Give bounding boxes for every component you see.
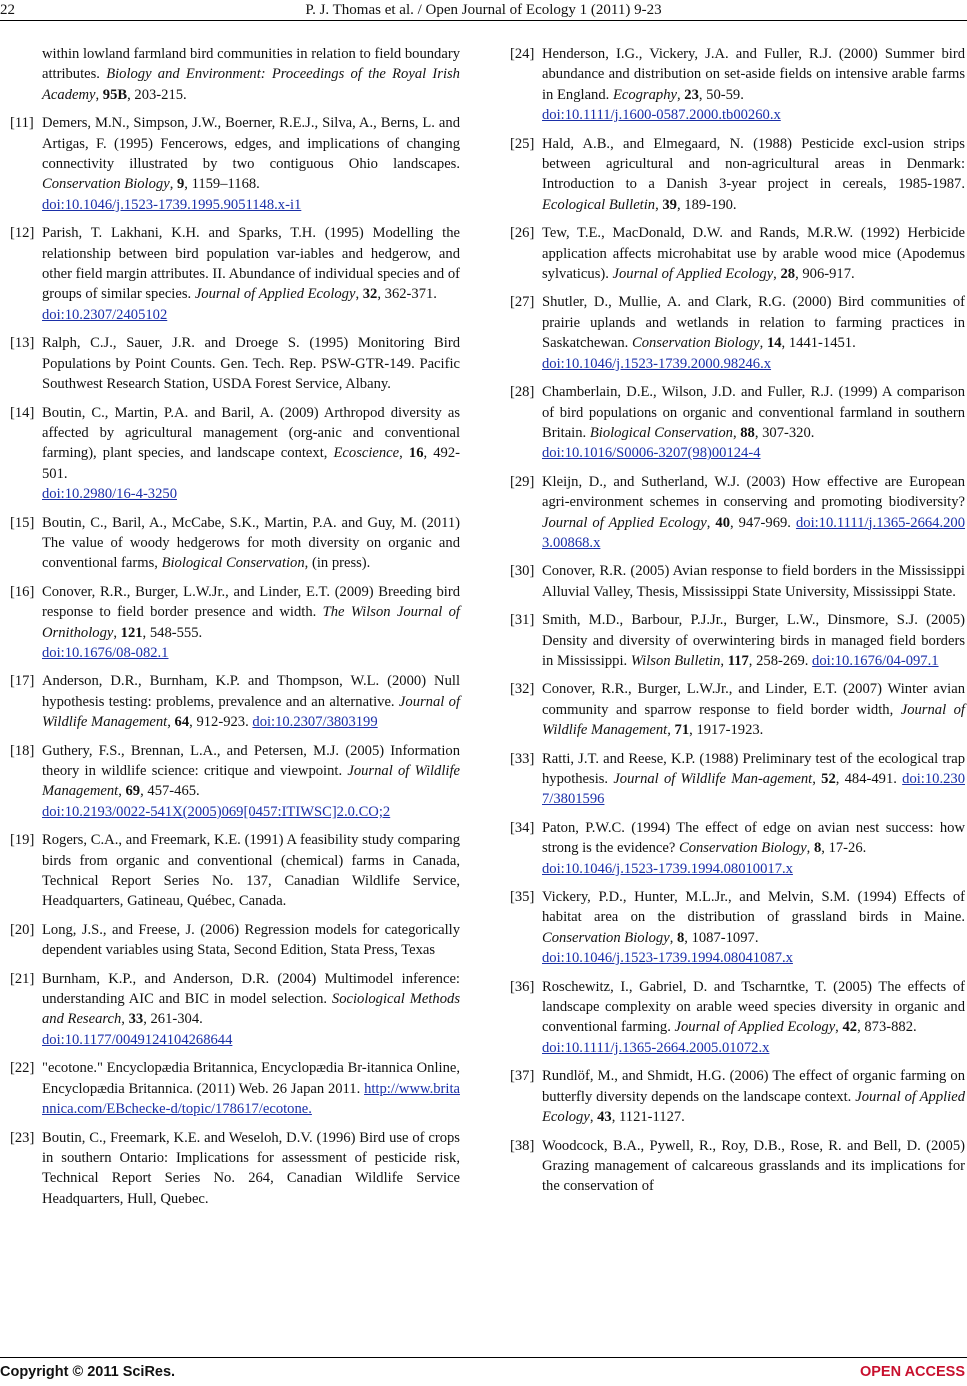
- reference-entry: [10, 113, 460, 215]
- reference-number: [34]: [510, 819, 535, 836]
- reference-separator: ,: [773, 266, 781, 283]
- reference-authors-title: Ratti, J.T. and Reese, K.P. (1988) Preliminary test of the ecological trap hypothesis.: [542, 750, 965, 787]
- reference-separator: ,: [167, 714, 175, 731]
- reference-authors-title: within lowland farmland bird communities in relation to field boundary attributes.: [42, 46, 460, 83]
- reference-text: [542, 292, 965, 374]
- reference-text: [42, 1058, 460, 1119]
- reference-journal: Ecological Bulletin: [542, 196, 656, 213]
- reference-authors-title: Kleijn, D., and Sutherland, W.J. (2003) How effective are European agri-environment schemes in conserving and promoting biodiversity?: [542, 473, 965, 511]
- reference-entry: [10, 830, 460, 912]
- reference-text: [42, 1128, 460, 1210]
- reference-number: [23]: [10, 1129, 35, 1146]
- reference-entry: [10, 1128, 460, 1210]
- reference-link[interactable]: doi:10.1676/04-097.1: [812, 652, 939, 669]
- reference-text: [542, 679, 965, 740]
- reference-number: [27]: [510, 294, 535, 311]
- reference-entry: [510, 679, 965, 740]
- references-left-column: [10, 44, 460, 1217]
- reference-number: [14]: [10, 404, 35, 421]
- reference-volume: 9: [176, 176, 185, 193]
- reference-authors-title: Tew, T.E., MacDonald, D.W. and Rands, M.R.W. (1992) Herbicide application affects microhabitat use by arable wood mice (Apodemus sylvaticus).: [542, 225, 965, 283]
- reference-authors-title: Long, J.S., and Freese, J. (2006) Regression models for categorically dependent variables using Stata, Second Edition, Stata Press, Texas: [42, 921, 460, 959]
- reference-pages: , 17-26.: [821, 840, 867, 857]
- reference-number: [12]: [10, 225, 35, 242]
- reference-text: [42, 44, 460, 105]
- reference-entry: [510, 1136, 965, 1197]
- reference-volume: 14: [766, 335, 782, 352]
- reference-separator: ,: [121, 1011, 129, 1028]
- reference-authors-title: Burnham, K.P., and Anderson, D.R. (2004) Multimodel inference: understanding AIC and BIC in model selection.: [42, 970, 460, 1008]
- doi-link[interactable]: doi:10.2307/2405102: [42, 306, 168, 323]
- reference-entry: [510, 44, 965, 126]
- reference-authors-title: Conover, R.R., Burger, L.W.Jr., and Linder, E.T. (2007) Winter avian community and sparrow response to field border width,: [542, 681, 965, 718]
- doi-link[interactable]: doi:10.1111/j.1600-0587.2000.tb00260.x: [542, 107, 781, 124]
- reference-separator: ,: [732, 424, 741, 441]
- reference-entry: [510, 561, 965, 602]
- doi-link[interactable]: doi:10.1046/j.1523-1739.1994.08041087.x: [542, 950, 793, 967]
- reference-text: [542, 1066, 965, 1127]
- reference-volume: 117: [727, 652, 749, 669]
- reference-volume: 42: [842, 1019, 858, 1036]
- open-access-label: OPEN ACCESS: [859, 1364, 965, 1380]
- reference-text: [42, 920, 460, 961]
- reference-journal: Ecography: [612, 86, 677, 103]
- reference-text: [542, 472, 965, 554]
- reference-authors-title: Guthery, F.S., Brennan, L.A., and Petersen, M.J. (2005) Information theory in wildlife science: critique and viewpoint.: [42, 742, 460, 779]
- copyright-notice: Copyright © 2011 SciRes.: [0, 1364, 176, 1380]
- doi-link[interactable]: doi:10.1177/0049124104268644: [42, 1031, 233, 1048]
- reference-number: [19]: [10, 832, 35, 849]
- reference-number: [24]: [510, 46, 535, 62]
- reference-volume: 64: [174, 714, 190, 731]
- reference-separator: ,: [399, 445, 409, 462]
- reference-journal: Journal of Applied Ecology: [612, 266, 774, 283]
- reference-entry: [510, 977, 965, 1059]
- reference-number: [31]: [510, 612, 535, 629]
- doi-link[interactable]: doi:10.1046/j.1523-1739.2000.98246.x: [542, 355, 772, 372]
- reference-journal: Biological Conservation: [589, 424, 733, 441]
- reference-authors-title: Boutin, C., Martin, P.A. and Baril, A. (2009) Arthropod diversity as affected by agricultural management (org-anic and conventional farming), plant species, and landscape context,: [42, 404, 460, 462]
- reference-pages: , 1917-1923.: [689, 722, 764, 739]
- reference-text: [542, 818, 965, 879]
- reference-number: [35]: [510, 889, 535, 906]
- reference-separator: ,: [95, 86, 103, 103]
- reference-separator: ,: [169, 176, 177, 193]
- reference-journal: Journal of Applied Ecology: [674, 1019, 836, 1036]
- reference-authors-title: Roschewitz, I., Gabriel, D. and Tscharntke, T. (2005) The effects of landscape complexity on arable weed species diversity in organic and conventional farming.: [542, 978, 965, 1036]
- reference-separator: ,: [835, 1019, 843, 1036]
- reference-separator: ,: [113, 624, 121, 641]
- reference-text: [542, 977, 965, 1059]
- reference-separator: ,: [806, 840, 814, 857]
- reference-journal: Wilson Bulletin: [630, 652, 721, 669]
- reference-journal: Journal of Applied Ecology: [542, 1088, 965, 1126]
- references-right-column: [510, 44, 965, 1205]
- reference-entry: [10, 741, 460, 823]
- doi-link[interactable]: doi:10.1046/j.1523-1739.1994.08010017.x: [542, 860, 793, 877]
- reference-number: [38]: [510, 1137, 535, 1154]
- reference-separator: ,: [589, 1109, 598, 1126]
- reference-volume: 8: [813, 840, 822, 857]
- reference-journal: Ecoscience: [333, 445, 400, 462]
- reference-pages: , 1087-1097.: [684, 929, 759, 946]
- reference-volume: 71: [674, 722, 690, 739]
- doi-link[interactable]: doi:10.2193/0022-541X(2005)069[0457:ITIWSC]2.0.CO;2: [42, 803, 391, 820]
- reference-pages: , 457-465.: [140, 783, 200, 800]
- reference-pages: , 906-917.: [795, 266, 855, 283]
- reference-journal: Sociological Methods and Research: [42, 991, 460, 1028]
- reference-pages: , 492-501.: [42, 445, 460, 482]
- reference-text: [542, 382, 965, 464]
- reference-separator: ,: [812, 771, 822, 787]
- reference-separator: ,: [355, 286, 363, 303]
- reference-text: [42, 671, 460, 732]
- reference-pages: , 873-882.: [857, 1019, 917, 1036]
- reference-link[interactable]: doi:10.2307/3801596: [542, 771, 965, 808]
- reference-entry: [10, 582, 460, 664]
- reference-entry: [510, 292, 965, 374]
- reference-link[interactable]: http://www.britannica.com/EBchecke-d/topic/178617/ecotone.: [42, 1080, 460, 1118]
- reference-entry: [510, 382, 965, 464]
- reference-journal: Biology and Environment: Proceedings of the Royal Irish Academy: [42, 66, 460, 103]
- reference-volume: 43: [597, 1109, 612, 1126]
- footer-rule: [0, 1357, 967, 1358]
- reference-authors-title: Chamberlain, D.E., Wilson, J.D. and Fuller, R.J. (1999) A comparison of bird populations on organic and conventional farmland in southern Britain.: [542, 384, 965, 441]
- reference-pages: , 203-215.: [127, 86, 187, 103]
- reference-pages: , 1441-1451.: [781, 335, 856, 352]
- reference-number: [29]: [510, 473, 535, 490]
- reference-separator: ,: [669, 929, 677, 946]
- reference-entry: [510, 223, 965, 284]
- reference-journal: Journal of Wildlife Man-agement: [613, 771, 813, 787]
- doi-link[interactable]: doi:10.1016/S0006-3207(98)00124-4: [542, 445, 761, 462]
- reference-journal: Journal of Applied Ecology: [194, 286, 356, 303]
- reference-number: [18]: [10, 742, 35, 759]
- reference-text: [542, 44, 965, 126]
- reference-pages: , 50-59.: [698, 86, 744, 103]
- reference-journal: Conservation Biology: [42, 176, 170, 193]
- reference-pages: , 189-190.: [676, 196, 737, 213]
- reference-entry: [510, 472, 965, 554]
- reference-text: [42, 403, 460, 505]
- reference-text: [42, 582, 460, 664]
- reference-text: [542, 887, 965, 969]
- reference-text: [542, 749, 965, 810]
- reference-volume: 39: [662, 196, 677, 213]
- reference-volume: 8: [676, 929, 685, 946]
- reference-separator: ,: [676, 86, 685, 103]
- reference-number: [11]: [10, 115, 34, 132]
- reference-volume: 23: [684, 86, 699, 103]
- reference-authors-title: Rundlöf, M., and Shmidt, H.G. (2006) The effect of organic farming on butterfly diversity depends on the landscape context.: [542, 1068, 965, 1105]
- reference-number: [36]: [510, 978, 535, 995]
- reference-journal: Conservation Biology: [542, 929, 670, 946]
- reference-pages: , 258-269.: [748, 652, 813, 669]
- running-head: P. J. Thomas et al. / Open Journal of Ecology 1 (2011) 9-23: [305, 2, 662, 18]
- doi-link[interactable]: doi:10.1676/08-082.1: [42, 644, 169, 661]
- reference-link[interactable]: doi:10.2307/3803199: [252, 714, 378, 731]
- reference-authors-title: Henderson, I.G., Vickery, J.A. and Fuller, R.J. (2000) Summer bird abundance and distribution on set-aside fields on intensive arable farms in England.: [542, 46, 965, 103]
- reference-entry: [510, 134, 965, 216]
- reference-pages: , 947-969.: [730, 514, 796, 531]
- reference-journal: Conservation Biology: [631, 335, 760, 352]
- reference-entry: [510, 887, 965, 969]
- header-rule: [0, 20, 967, 21]
- reference-entry: [510, 749, 965, 810]
- reference-authors-title: Ralph, C.J., Sauer, J.R. and Droege S. (1995) Monitoring Bird Populations by Point Counts. Gen. Tech. Rep. PSW-GTR-149. Pacific Southwest Research Station, USDA Forest Service, Albany.: [42, 335, 460, 393]
- reference-authors-title: Vickery, P.D., Hunter, M.L.Jr., and Melvin, S.M. (1994) Effects of habitat area on the distribution of grassland birds in Maine.: [542, 889, 965, 926]
- reference-entry: [10, 920, 460, 961]
- reference-text: [42, 969, 460, 1051]
- reference-text: [42, 113, 460, 215]
- reference-number: [30]: [510, 563, 535, 580]
- reference-number: [13]: [10, 335, 35, 352]
- reference-text: [542, 134, 965, 216]
- reference-entry: [10, 969, 460, 1051]
- reference-separator: ,: [720, 652, 728, 669]
- reference-entry: [510, 610, 965, 671]
- reference-pages: , 1121-1127.: [611, 1109, 685, 1126]
- reference-text: [42, 223, 460, 325]
- reference-entry: [10, 671, 460, 732]
- reference-pages: , 548-555.: [142, 624, 203, 641]
- reference-journal: The Wilson Journal of Ornithology: [42, 604, 460, 641]
- doi-link[interactable]: doi:10.2980/16-4-3250: [42, 486, 177, 503]
- reference-authors-title: Paton, P.W.C. (1994) The effect of edge on avian nest success: how strong is the evidence?: [542, 819, 965, 857]
- reference-volume: 40: [715, 514, 730, 531]
- reference-pages: , 307-320.: [754, 424, 815, 441]
- reference-journal: Journal of Applied Ecology: [542, 514, 707, 531]
- reference-journal: Journal of Wildlife Management: [42, 693, 460, 731]
- reference-text: [542, 610, 965, 671]
- reference-journal: Conservation Biology: [678, 840, 807, 857]
- reference-number: [32]: [510, 681, 535, 698]
- reference-separator: ,: [759, 335, 767, 352]
- reference-pages: , 261-304.: [143, 1011, 203, 1028]
- reference-journal: Biological Conservation: [161, 555, 305, 572]
- reference-volume: 88: [740, 424, 755, 441]
- reference-volume: 33: [128, 1011, 144, 1028]
- reference-text: [42, 333, 460, 394]
- reference-text: [42, 741, 460, 823]
- reference-authors-title: Rogers, C.A., and Freemark, K.E. (1991) A feasibility study comparing birds from organic and conventional (chemical) farms in Canada, Technical Report Series No. 137, Canadian Wildlife Service, Headquarters, Gatineau, Québec, Canada.: [42, 832, 460, 910]
- reference-text: [42, 830, 460, 912]
- reference-authors-title: Demers, M.N., Simpson, J.W., Boerner, R.E.J., Silva, A., Berns, L. and Artigas, F. (1995) Fencerows, edges, and implications of changing connectivity illustrated by two contiguous Ohio landscapes.: [42, 115, 460, 173]
- reference-journal: Journal of Wildlife Management: [42, 763, 460, 800]
- page-number: 22: [0, 2, 15, 18]
- reference-volume: 95B: [102, 86, 128, 103]
- reference-authors-title: Boutin, C., Freemark, K.E. and Weseloh, D.V. (1996) Bird use of crops in southern Ontario: Implications for assessment of pesticide risk, Technical Report Series No. 264, Canadian Wildlife Service Headquarters, Hull, Quebec.: [42, 1129, 460, 1207]
- reference-number: [26]: [510, 225, 535, 242]
- reference-number: [15]: [10, 514, 35, 531]
- reference-volume: 16: [408, 445, 424, 462]
- reference-volume: 69: [125, 783, 141, 800]
- reference-entry: [10, 403, 460, 505]
- reference-entry: [10, 1058, 460, 1119]
- reference-link[interactable]: doi:10.1111/j.1365-2664.2003.00868.x: [542, 514, 966, 551]
- reference-entry: [510, 1066, 965, 1127]
- reference-authors-title: Shutler, D., Mullie, A. and Clark, R.G. (2000) Bird communities of prairie uplands and wetlands in relation to farming practices in Saskatchewan.: [542, 294, 965, 352]
- reference-separator: ,: [706, 514, 716, 531]
- reference-number: [17]: [10, 673, 35, 690]
- reference-entry: [10, 333, 460, 394]
- reference-separator: ,: [118, 783, 126, 800]
- reference-entry: [10, 223, 460, 325]
- reference-authors-title: Conover, R.R. (2005) Avian response to field borders in the Mississippi Alluvial Valley, Thesis, Mississippi State University, Mississippi State.: [542, 563, 965, 600]
- reference-pages: , 1159–1168.: [184, 176, 260, 193]
- reference-number: [20]: [10, 921, 35, 938]
- reference-number: [16]: [10, 583, 35, 600]
- reference-pages: , 912-923.: [189, 714, 253, 731]
- reference-authors-title: "ecotone." Encyclopædia Britannica, Encyclopædia Br-itannica Online, Encyclopædia Britannica. (2011) Web. 26 Japan 2011.: [42, 1060, 460, 1097]
- reference-journal: Journal of Wildlife Management: [542, 701, 965, 739]
- reference-number: [37]: [510, 1068, 535, 1085]
- reference-text: [542, 561, 965, 602]
- reference-entry: [10, 44, 460, 105]
- reference-entry: [10, 513, 460, 574]
- reference-text: [42, 513, 460, 574]
- reference-number: [22]: [10, 1060, 35, 1077]
- reference-number: [21]: [10, 970, 35, 987]
- reference-number: [33]: [510, 750, 535, 767]
- reference-authors-title: Hald, A.B., and Elmegaard, N. (1988) Pesticide excl-usion strips between agricultural and non-agricultural areas in Denmark: Introduction to a Danish 3-year project in cereals, 1985-1987.: [542, 135, 965, 193]
- reference-authors-title: Anderson, D.R., Burnham, K.P. and Thompson, W.L. (2000) Null hypothesis testing: problems, prevalence and an alternative.: [42, 673, 460, 710]
- reference-text: [542, 1136, 965, 1197]
- reference-pages: , 484-491.: [835, 771, 903, 787]
- reference-pages: , 362-371.: [377, 286, 437, 303]
- reference-number: [28]: [510, 384, 535, 401]
- reference-volume: 52: [821, 771, 836, 787]
- reference-entry: [510, 818, 965, 879]
- doi-link[interactable]: doi:10.1046/j.1523-1739.1995.9051148.x-i1: [42, 196, 302, 213]
- reference-separator: ,: [655, 196, 663, 213]
- doi-link[interactable]: doi:10.1111/j.1365-2664.2005.01072.x: [542, 1039, 770, 1056]
- reference-volume: 32: [362, 286, 378, 303]
- reference-separator: ,: [667, 722, 675, 739]
- reference-authors-title: Woodcock, B.A., Pywell, R., Roy, D.B., Rose, R. and Bell, D. (2005) Grazing management of calcareous grasslands and its implications for the conservation of: [542, 1137, 965, 1195]
- reference-volume: 121: [120, 624, 143, 641]
- reference-volume: 28: [780, 266, 796, 283]
- reference-number: [25]: [510, 135, 535, 152]
- reference-authors-title: Boutin, C., Baril, A., McCabe, S.K., Martin, P.A. and Guy, M. (2011) The value of woody hedgerows for moth diversity on organic and conventional farms,: [42, 514, 460, 572]
- reference-authors-title: Parish, T. Lakhani, K.H. and Sparks, T.H. (1995) Modelling the relationship between bird population var-iables and hedgerow, and other field margin attributes. II. Abundance of individual species and of groups of similar species.: [42, 225, 460, 303]
- reference-authors-title: Conover, R.R., Burger, L.W.Jr., and Linder, E.T. (2009) Breeding bird response to field border presence and width.: [42, 583, 460, 621]
- reference-pages: , (in press).: [304, 555, 371, 572]
- reference-text: [542, 223, 965, 284]
- reference-authors-title: Smith, M.D., Barbour, P.J.Jr., Burger, L.W., Dinsmore, S.J. (2005) Density and diversity of overwintering birds in managed field borders in Mississippi.: [542, 612, 965, 669]
